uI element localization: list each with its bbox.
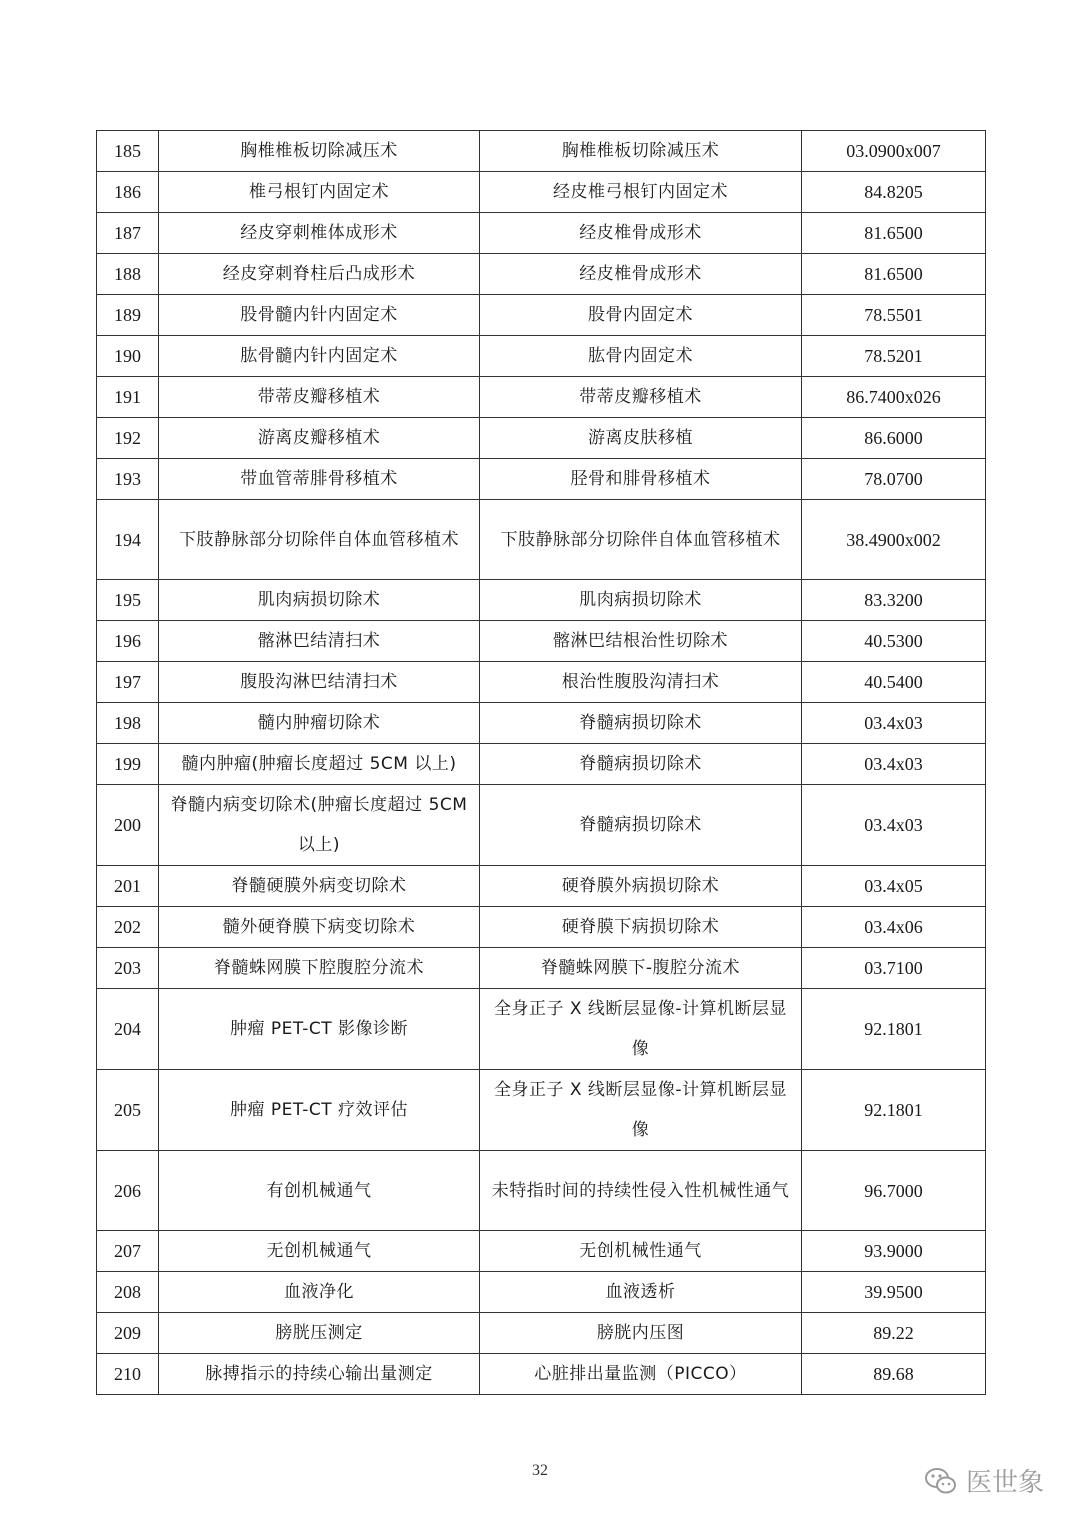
standard-name-cell: 无创机械性通气 bbox=[480, 1231, 802, 1272]
row-number-cell: 196 bbox=[97, 621, 159, 662]
row-number-cell: 209 bbox=[97, 1313, 159, 1354]
procedure-code-cell: 78.0700 bbox=[802, 459, 986, 500]
procedure-name-cell: 股骨髓内针内固定术 bbox=[159, 295, 480, 336]
procedure-code-cell: 78.5201 bbox=[802, 336, 986, 377]
procedure-name-cell: 带血管蒂腓骨移植术 bbox=[159, 459, 480, 500]
row-number-cell: 210 bbox=[97, 1354, 159, 1395]
standard-name-cell: 带蒂皮瓣移植术 bbox=[480, 377, 802, 418]
standard-name-cell: 游离皮肤移植 bbox=[480, 418, 802, 459]
row-number-cell: 198 bbox=[97, 703, 159, 744]
procedure-name-cell: 脉搏指示的持续心输出量测定 bbox=[159, 1354, 480, 1395]
standard-name-cell: 下肢静脉部分切除伴自体血管移植术 bbox=[480, 500, 802, 580]
table-row bbox=[97, 336, 986, 377]
procedure-name-cell: 髓内肿瘤(肿瘤长度超过 5CM 以上) bbox=[159, 744, 480, 785]
table-row bbox=[97, 131, 986, 172]
procedure-name-cell: 有创机械通气 bbox=[159, 1151, 480, 1231]
procedure-code-cell: 89.68 bbox=[802, 1354, 986, 1395]
standard-name-cell: 胸椎椎板切除减压术 bbox=[480, 131, 802, 172]
row-number-cell: 187 bbox=[97, 213, 159, 254]
procedure-name-cell: 髓外硬脊膜下病变切除术 bbox=[159, 907, 480, 948]
standard-name-cell: 血液透析 bbox=[480, 1272, 802, 1313]
procedure-code-cell: 03.0900x007 bbox=[802, 131, 986, 172]
table-row bbox=[97, 785, 986, 866]
procedure-code-cell: 84.8205 bbox=[802, 172, 986, 213]
procedure-code-cell: 93.9000 bbox=[802, 1231, 986, 1272]
row-number-cell: 185 bbox=[97, 131, 159, 172]
procedure-code-cell: 38.4900x002 bbox=[802, 500, 986, 580]
procedure-name-cell: 经皮穿刺脊柱后凸成形术 bbox=[159, 254, 480, 295]
wechat-icon bbox=[924, 1466, 958, 1496]
table-row bbox=[97, 1151, 986, 1231]
procedure-name-cell: 无创机械通气 bbox=[159, 1231, 480, 1272]
standard-name-cell: 经皮椎弓根钉内固定术 bbox=[480, 172, 802, 213]
table-body bbox=[97, 131, 986, 1395]
row-number-cell: 199 bbox=[97, 744, 159, 785]
table-row bbox=[97, 948, 986, 989]
table-row bbox=[97, 703, 986, 744]
procedure-name-cell: 游离皮瓣移植术 bbox=[159, 418, 480, 459]
watermark-text: 医世象 bbox=[965, 1468, 1044, 1498]
procedure-code-cell: 86.6000 bbox=[802, 418, 986, 459]
standard-name-cell: 髂淋巴结根治性切除术 bbox=[480, 621, 802, 662]
row-number-cell: 205 bbox=[97, 1070, 159, 1151]
table-row bbox=[97, 621, 986, 662]
procedure-name-cell: 腹股沟淋巴结清扫术 bbox=[159, 662, 480, 703]
procedure-name-cell: 胸椎椎板切除减压术 bbox=[159, 131, 480, 172]
procedure-code-cell: 03.4x03 bbox=[802, 744, 986, 785]
page-number: 32 bbox=[532, 1462, 548, 1479]
table-row bbox=[97, 662, 986, 703]
table-row bbox=[97, 989, 986, 1070]
row-number-cell: 195 bbox=[97, 580, 159, 621]
procedure-name-cell: 下肢静脉部分切除伴自体血管移植术 bbox=[159, 500, 480, 580]
procedure-name-cell: 血液净化 bbox=[159, 1272, 480, 1313]
procedure-code-cell: 03.4x03 bbox=[802, 785, 986, 866]
procedure-name-cell: 髓内肿瘤切除术 bbox=[159, 703, 480, 744]
procedure-code-cell: 92.1801 bbox=[802, 989, 986, 1070]
standard-name-cell: 经皮椎骨成形术 bbox=[480, 254, 802, 295]
standard-name-cell: 股骨内固定术 bbox=[480, 295, 802, 336]
table-row bbox=[97, 213, 986, 254]
standard-name-cell: 硬脊膜下病损切除术 bbox=[480, 907, 802, 948]
row-number-cell: 197 bbox=[97, 662, 159, 703]
standard-name-cell: 硬脊膜外病损切除术 bbox=[480, 866, 802, 907]
standard-name-cell: 全身正子 X 线断层显像-计算机断层显像 bbox=[480, 1070, 802, 1151]
table-row bbox=[97, 1231, 986, 1272]
procedure-code-cell: 39.9500 bbox=[802, 1272, 986, 1313]
table-row bbox=[97, 172, 986, 213]
table-row bbox=[97, 1070, 986, 1151]
table-row bbox=[97, 418, 986, 459]
table-row bbox=[97, 377, 986, 418]
procedure-code-cell: 96.7000 bbox=[802, 1151, 986, 1231]
table-row bbox=[97, 295, 986, 336]
procedure-code-cell: 83.3200 bbox=[802, 580, 986, 621]
standard-name-cell: 脊髓病损切除术 bbox=[480, 785, 802, 866]
row-number-cell: 189 bbox=[97, 295, 159, 336]
standard-name-cell: 脊髓病损切除术 bbox=[480, 744, 802, 785]
standard-name-cell: 脊髓蛛网膜下-腹腔分流术 bbox=[480, 948, 802, 989]
standard-name-cell: 肱骨内固定术 bbox=[480, 336, 802, 377]
standard-name-cell: 根治性腹股沟清扫术 bbox=[480, 662, 802, 703]
row-number-cell: 186 bbox=[97, 172, 159, 213]
table-row bbox=[97, 907, 986, 948]
standard-name-cell: 肌肉病损切除术 bbox=[480, 580, 802, 621]
table-row bbox=[97, 459, 986, 500]
row-number-cell: 190 bbox=[97, 336, 159, 377]
row-number-cell: 194 bbox=[97, 500, 159, 580]
procedure-name-cell: 带蒂皮瓣移植术 bbox=[159, 377, 480, 418]
procedure-name-cell: 肱骨髓内针内固定术 bbox=[159, 336, 480, 377]
row-number-cell: 207 bbox=[97, 1231, 159, 1272]
procedure-code-cell: 03.4x06 bbox=[802, 907, 986, 948]
procedure-code-cell: 89.22 bbox=[802, 1313, 986, 1354]
procedure-code-table bbox=[96, 130, 986, 1395]
standard-name-cell: 未特指时间的持续性侵入性机械性通气 bbox=[480, 1151, 802, 1231]
table-row bbox=[97, 580, 986, 621]
procedure-name-cell: 肌肉病损切除术 bbox=[159, 580, 480, 621]
standard-name-cell: 胫骨和腓骨移植术 bbox=[480, 459, 802, 500]
procedure-name-cell: 膀胱压测定 bbox=[159, 1313, 480, 1354]
procedure-code-cell: 40.5300 bbox=[802, 621, 986, 662]
row-number-cell: 192 bbox=[97, 418, 159, 459]
procedure-name-cell: 脊髓内病变切除术(肿瘤长度超过 5CM 以上) bbox=[159, 785, 480, 866]
row-number-cell: 193 bbox=[97, 459, 159, 500]
procedure-name-cell: 肿瘤 PET-CT 疗效评估 bbox=[159, 1070, 480, 1151]
table-row bbox=[97, 1272, 986, 1313]
standard-name-cell: 脊髓病损切除术 bbox=[480, 703, 802, 744]
procedure-code-cell: 03.7100 bbox=[802, 948, 986, 989]
table-row bbox=[97, 866, 986, 907]
procedure-name-cell: 肿瘤 PET-CT 影像诊断 bbox=[159, 989, 480, 1070]
procedure-name-cell: 脊髓蛛网膜下腔腹腔分流术 bbox=[159, 948, 480, 989]
procedure-code-cell: 40.5400 bbox=[802, 662, 986, 703]
procedure-code-cell: 92.1801 bbox=[802, 1070, 986, 1151]
procedure-code-cell: 81.6500 bbox=[802, 254, 986, 295]
procedure-name-cell: 椎弓根钉内固定术 bbox=[159, 172, 480, 213]
standard-name-cell: 经皮椎骨成形术 bbox=[480, 213, 802, 254]
procedure-code-cell: 03.4x05 bbox=[802, 866, 986, 907]
row-number-cell: 191 bbox=[97, 377, 159, 418]
standard-name-cell: 膀胱内压图 bbox=[480, 1313, 802, 1354]
row-number-cell: 201 bbox=[97, 866, 159, 907]
row-number-cell: 206 bbox=[97, 1151, 159, 1231]
row-number-cell: 204 bbox=[97, 989, 159, 1070]
table-row bbox=[97, 744, 986, 785]
procedure-name-cell: 经皮穿刺椎体成形术 bbox=[159, 213, 480, 254]
row-number-cell: 208 bbox=[97, 1272, 159, 1313]
row-number-cell: 202 bbox=[97, 907, 159, 948]
standard-name-cell: 全身正子 X 线断层显像-计算机断层显像 bbox=[480, 989, 802, 1070]
procedure-name-cell: 脊髓硬膜外病变切除术 bbox=[159, 866, 480, 907]
watermark bbox=[924, 1462, 1044, 1499]
row-number-cell: 200 bbox=[97, 785, 159, 866]
table-row bbox=[97, 500, 986, 580]
row-number-cell: 188 bbox=[97, 254, 159, 295]
row-number-cell: 203 bbox=[97, 948, 159, 989]
procedure-code-cell: 78.5501 bbox=[802, 295, 986, 336]
procedure-code-cell: 03.4x03 bbox=[802, 703, 986, 744]
procedure-code-cell: 86.7400x026 bbox=[802, 377, 986, 418]
procedure-name-cell: 髂淋巴结清扫术 bbox=[159, 621, 480, 662]
table-row bbox=[97, 254, 986, 295]
table-row bbox=[97, 1313, 986, 1354]
procedure-code-cell: 81.6500 bbox=[802, 213, 986, 254]
table-row bbox=[97, 1354, 986, 1395]
standard-name-cell: 心脏排出量监测（PICCO） bbox=[480, 1354, 802, 1395]
